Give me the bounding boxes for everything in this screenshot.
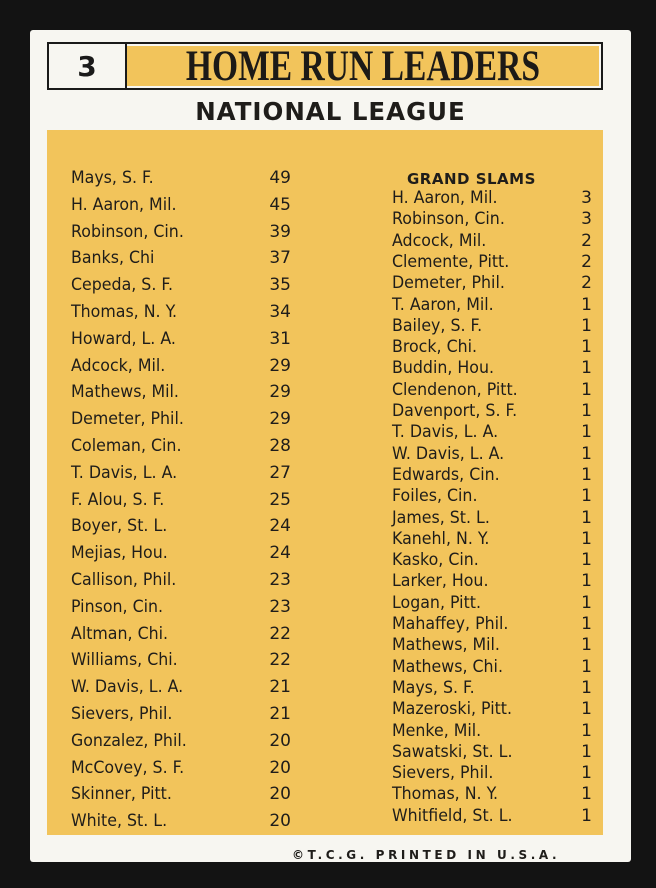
player-name: T. Davis, L. A.: [392, 422, 499, 443]
grand-slam-count: 1: [581, 720, 592, 741]
grand-slam-count: 1: [581, 677, 592, 698]
player-name: Clendenon, Pitt.: [392, 379, 518, 400]
player-name: Sievers, Phil.: [392, 763, 494, 784]
grand-slam-row: [392, 190, 592, 210]
player-name: Adcock, Mil.: [392, 230, 487, 251]
player-name: H. Aaron, Mil.: [392, 188, 498, 208]
leader-row: [71, 411, 291, 431]
player-name: T. Davis, L. A.: [71, 462, 178, 483]
grand-slam-count: 1: [581, 486, 592, 507]
grand-slam-count: 1: [581, 763, 592, 784]
player-name: Boyer, St. L.: [71, 516, 168, 537]
leader-row: [71, 730, 291, 753]
grand-slam-row: [392, 379, 592, 402]
leader-row: [71, 462, 291, 485]
leader-row: [71, 757, 291, 780]
player-name: Kasko, Cin.: [392, 550, 479, 571]
leader-row: [71, 170, 291, 190]
grand-slam-count: 1: [581, 294, 592, 315]
grand-slam-row: [392, 805, 592, 828]
home-run-count: 21: [269, 704, 291, 724]
player-name: Davenport, S. F.: [392, 401, 518, 421]
copyright-footer: ©T.C.G. PRINTED IN U.S.A.: [292, 848, 561, 862]
leader-row: [71, 384, 291, 404]
grand-slam-count: 1: [581, 379, 592, 400]
home-run-count: 39: [269, 221, 291, 242]
leader-row: [71, 438, 291, 458]
home-run-count: 29: [269, 409, 291, 430]
player-name: Mays, S. F.: [71, 168, 154, 188]
grand-slam-count: 1: [581, 337, 592, 358]
player-name: Mathews, Mil.: [71, 382, 179, 403]
home-run-count: 20: [269, 757, 291, 778]
grand-slam-count: 1: [581, 592, 592, 613]
player-name: Banks, Chi: [71, 248, 155, 269]
grand-slam-count: 1: [581, 422, 592, 443]
grand-slam-count: 1: [581, 550, 592, 571]
home-run-count: 29: [269, 355, 291, 376]
home-run-count: 37: [269, 248, 291, 269]
grand-slam-count: 1: [581, 784, 592, 805]
player-name: T. Aaron, Mil.: [392, 294, 494, 315]
home-run-count: 20: [269, 784, 291, 805]
grand-slam-row: [392, 616, 592, 636]
grand-slam-row: [392, 488, 592, 508]
grand-slam-count: 1: [581, 358, 592, 379]
player-name: Buddin, Hou.: [392, 358, 495, 379]
leader-row: [71, 652, 291, 672]
grand-slam-count: 1: [581, 741, 592, 762]
grand-slam-row: [392, 230, 592, 253]
leader-row: [71, 304, 291, 324]
player-name: Robinson, Cin.: [392, 209, 505, 230]
grand-slam-row: [392, 552, 592, 572]
player-name: Logan, Pitt.: [392, 592, 482, 613]
player-name: Larker, Hou.: [392, 571, 489, 592]
leader-row: [71, 572, 291, 592]
league-subtitle: NATIONAL LEAGUE: [195, 97, 466, 126]
grand-slam-count: 1: [581, 656, 592, 677]
grand-slam-row: [392, 573, 592, 593]
grand-slam-count: 1: [581, 464, 592, 485]
home-run-count: 20: [269, 811, 291, 832]
player-name: Coleman, Cin.: [71, 436, 182, 456]
grand-slam-row: [392, 211, 592, 231]
home-run-count: 22: [269, 650, 291, 671]
card-number: 3: [49, 44, 127, 88]
grand-slam-row: [392, 677, 592, 700]
player-name: Skinner, Pitt.: [71, 784, 172, 805]
leader-row: [71, 355, 291, 378]
grand-slam-count: 3: [581, 209, 592, 230]
player-name: Foiles, Cin.: [392, 486, 478, 507]
player-name: Mejias, Hou.: [71, 543, 168, 564]
grand-slam-count: 3: [581, 188, 592, 208]
player-name: Williams, Chi.: [71, 650, 178, 671]
player-name: H. Aaron, Mil.: [71, 194, 177, 215]
home-run-count: 20: [269, 730, 291, 751]
grand-slam-row: [392, 339, 592, 359]
grand-slam-row: [392, 507, 592, 530]
leader-row: [71, 623, 291, 646]
grand-slam-count: 2: [581, 273, 592, 294]
player-name: Mathews, Chi.: [392, 656, 503, 677]
player-name: Robinson, Cin.: [71, 221, 184, 242]
player-name: Thomas, N. Y.: [71, 302, 178, 322]
home-run-count: 27: [269, 462, 291, 483]
card-title: HOME RUN LEADERS: [185, 42, 541, 90]
grand-slam-count: 1: [581, 699, 592, 720]
grand-slam-count: 1: [581, 805, 592, 826]
player-name: Mays, S. F.: [392, 677, 475, 698]
grand-slam-count: 1: [581, 614, 592, 634]
grand-slam-row: [392, 637, 592, 657]
title-band: [127, 42, 599, 90]
grand-slam-count: 2: [581, 230, 592, 251]
grand-slam-count: 1: [581, 571, 592, 592]
grand-slam-row: [392, 360, 592, 380]
home-run-count: 29: [269, 382, 291, 403]
grand-slam-row: [392, 443, 592, 466]
player-name: Mathews, Mil.: [392, 635, 500, 656]
grand-slam-row: [392, 656, 592, 679]
grand-slam-count: 1: [581, 507, 592, 528]
grand-slam-row: [392, 294, 592, 317]
home-run-count: 31: [269, 328, 291, 349]
player-name: White, St. L.: [71, 811, 168, 832]
player-name: Sawatski, St. L.: [392, 741, 513, 762]
grand-slam-row: [392, 741, 592, 764]
player-name: Kanehl, N. Y.: [392, 528, 490, 549]
player-name: Gonzalez, Phil.: [71, 730, 187, 751]
leader-row: [71, 679, 291, 699]
player-name: Edwards, Cin.: [392, 464, 500, 485]
grand-slam-count: 1: [581, 315, 592, 336]
player-name: W. Davis, L. A.: [392, 443, 505, 464]
title-box: [47, 42, 603, 90]
home-run-count: 24: [269, 516, 291, 537]
player-name: Cepeda, S. F.: [71, 275, 173, 296]
grand-slam-row: [392, 424, 592, 444]
leader-row: [71, 277, 291, 297]
grand-slam-row: [392, 275, 592, 295]
player-name: McCovey, S. F.: [71, 757, 185, 778]
player-name: Altman, Chi.: [71, 623, 169, 644]
grand-slam-count: 2: [581, 251, 592, 272]
grand-slam-count: 1: [581, 635, 592, 656]
home-run-count: 34: [269, 302, 291, 322]
home-run-count: 49: [269, 168, 291, 188]
player-name: Sievers, Phil.: [71, 704, 173, 724]
grand-slams-header: GRAND SLAMS: [407, 170, 536, 188]
player-name: Brock, Chi.: [392, 337, 478, 358]
player-name: Pinson, Cin.: [71, 596, 164, 617]
player-name: Mahaffey, Phil.: [392, 614, 509, 634]
grand-slam-row: [392, 251, 592, 274]
leader-row: [71, 489, 291, 512]
grand-slam-row: [392, 786, 592, 806]
grand-slam-row: [392, 403, 592, 423]
home-run-count: 23: [269, 570, 291, 590]
home-run-count: 21: [269, 677, 291, 698]
leader-row: [71, 518, 291, 538]
player-name: Adcock, Mil.: [71, 355, 166, 376]
stats-panel: [47, 130, 603, 835]
grand-slam-count: 1: [581, 443, 592, 464]
home-run-count: 22: [269, 623, 291, 644]
leader-row: [71, 545, 291, 565]
grand-slam-row: [392, 720, 592, 743]
player-name: Demeter, Phil.: [392, 273, 505, 294]
grand-slam-count: 1: [581, 528, 592, 549]
leader-row: [71, 706, 291, 726]
player-name: F. Alou, S. F.: [71, 489, 165, 510]
home-run-count: 45: [269, 194, 291, 215]
home-run-count: 28: [269, 436, 291, 456]
player-name: W. Davis, L. A.: [71, 677, 184, 698]
player-name: Thomas, N. Y.: [392, 784, 499, 805]
player-name: Callison, Phil.: [71, 570, 177, 590]
leader-row: [71, 328, 291, 351]
leader-row: [71, 221, 291, 244]
player-name: Menke, Mil.: [392, 720, 482, 741]
leader-row: [71, 813, 291, 833]
player-name: Bailey, S. F.: [392, 315, 483, 336]
grand-slam-row: [392, 701, 592, 721]
grand-slam-row: [392, 528, 592, 551]
player-name: Howard, L. A.: [71, 328, 176, 349]
leader-row: [71, 786, 291, 806]
leader-row: [71, 194, 291, 217]
grand-slam-row: [392, 464, 592, 487]
home-run-count: 25: [269, 489, 291, 510]
player-name: Demeter, Phil.: [71, 409, 184, 430]
home-run-count: 24: [269, 543, 291, 564]
home-run-count: 23: [269, 596, 291, 617]
home-run-count: 35: [269, 275, 291, 296]
grand-slam-count: 1: [581, 401, 592, 421]
baseball-card-back: [30, 30, 631, 862]
grand-slam-row: [392, 315, 592, 338]
leader-row: [71, 596, 291, 619]
player-name: Whitfield, St. L.: [392, 805, 513, 826]
player-name: Clemente, Pitt.: [392, 251, 510, 272]
grand-slam-row: [392, 765, 592, 785]
grand-slam-row: [392, 592, 592, 615]
player-name: Mazeroski, Pitt.: [392, 699, 513, 720]
player-name: James, St. L.: [392, 507, 490, 528]
leader-row: [71, 250, 291, 270]
